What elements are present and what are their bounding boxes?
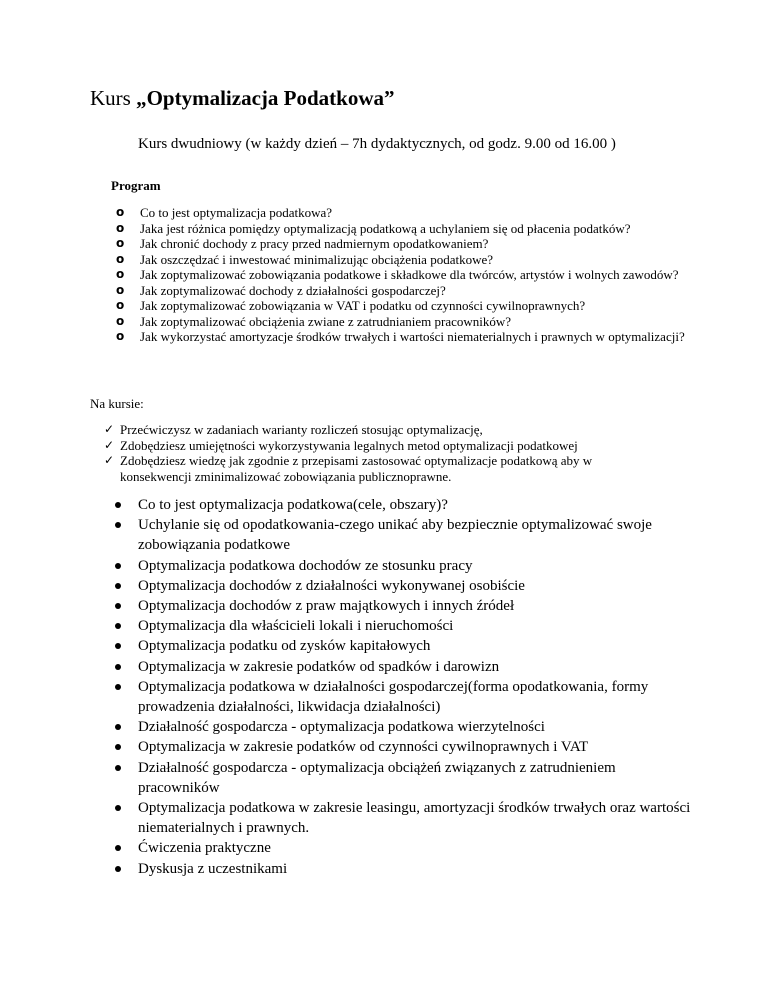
topics-list: [114, 495, 694, 879]
topic-item: [114, 556, 694, 576]
bullet-dot-icon: [115, 765, 121, 771]
topic-item: [114, 515, 694, 555]
checkmark-icon: ✓: [104, 422, 115, 436]
bullet-dot-icon: [115, 724, 121, 730]
topic-item-text: Co to jest optymalizacja podatkowa(cele, obszary)?: [138, 497, 448, 513]
topic-item: [114, 737, 694, 757]
bullet-dot-icon: [115, 623, 121, 629]
circle-bullet-icon: o: [116, 220, 125, 235]
program-item-text: Jak zoptymalizować zobowiązania w VAT i podatku od czynności cywilnoprawnych?: [140, 298, 586, 313]
topic-item: [114, 677, 694, 717]
bullet-dot-icon: [115, 845, 121, 851]
topic-item-text: Optymalizacja w zakresie podatków od spadków i darowizn: [138, 658, 500, 675]
topic-item-text: Uchylanie się od opodatkowania-czego unikać aby bezpiecznie optymalizować swoje zobowiązania podatkowe: [138, 517, 652, 554]
topic-item: [114, 859, 694, 879]
topic-item-text: Optymalizacja w zakresie podatków od czynności cywilnoprawnych i VAT: [138, 739, 589, 756]
program-item: [116, 205, 696, 221]
bullet-dot-icon: [115, 522, 121, 528]
topic-item: [114, 798, 694, 838]
bullet-dot-icon: [115, 502, 121, 508]
program-item-text: Jak zoptymalizować zobowiązania podatkowe i składkowe dla twórców, artystów i wolnych zawodów?: [140, 267, 679, 282]
topic-item: [114, 657, 694, 677]
checkmark-icon: ✓: [104, 453, 115, 467]
program-item: [116, 314, 696, 330]
topic-item-text: Optymalizacja dochodów z działalności wykonywanej osobiście: [138, 577, 525, 594]
topic-item-text: Optymalizacja dochodów z praw majątkowych i innych źródeł: [138, 598, 515, 615]
circle-bullet-icon: o: [116, 298, 125, 312]
circle-bullet-icon: o: [116, 329, 125, 343]
program-item-text: Jak wykorzystać amortyzacje środków trwałych i wartości niematerialnych i prawnych w optymalizacji?: [140, 329, 685, 344]
benefit-item-text: Zdobędziesz umiejętności wykorzystywania legalnych metod optymalizacji podatkowej: [120, 437, 578, 453]
program-item: [116, 236, 696, 252]
bullet-dot-icon: [115, 583, 121, 589]
topic-item-text: Działalność gospodarcza - optymalizacja obciążeń związanych z zatrudnieniem pracowników: [138, 759, 616, 796]
benefits-list: [104, 422, 664, 484]
bullet-dot-icon: [115, 603, 121, 609]
bullet-dot-icon: [115, 866, 121, 872]
title-prefix: Kurs: [90, 86, 137, 110]
topic-item: [114, 758, 694, 798]
program-item: [116, 329, 696, 345]
bullet-dot-icon: [115, 805, 121, 811]
program-item-text: Jak oszczędzać i inwestować minimalizując obciążenia podatkowe?: [140, 251, 494, 267]
program-item: [116, 221, 696, 237]
program-item-text: Jaka jest różnica pomiędzy optymalizacją podatkową a uchylaniem się od płacenia podatków?: [140, 220, 631, 236]
topic-item: [114, 616, 694, 636]
topic-item-text: Optymalizacja podatkowa w zakresie leasingu, amortyzacji środków trwałych oraz wartości niematerialnych i prawnych.: [138, 800, 691, 837]
circle-bullet-icon: o: [116, 282, 125, 297]
circle-bullet-icon: o: [116, 205, 125, 219]
topic-item: [114, 636, 694, 656]
benefit-item: [104, 453, 664, 484]
bullet-dot-icon: [115, 563, 121, 569]
topic-item-text: Optymalizacja podatku od zysków kapitałowych: [138, 638, 431, 655]
topic-item: [114, 596, 694, 616]
topic-item-text: Optymalizacja podatkowa dochodów ze stosunku pracy: [138, 557, 473, 574]
bullet-dot-icon: [115, 643, 121, 649]
program-item-text: Co to jest optymalizacja podatkowa?: [140, 205, 333, 220]
benefit-item-text: Przećwiczysz w zadaniach warianty rozliczeń stosując optymalizację,: [120, 422, 483, 437]
circle-bullet-icon: o: [116, 313, 125, 328]
bullet-dot-icon: [115, 744, 121, 750]
benefit-item-text: Zdobędziesz wiedzę jak zgodnie z przepisami zastosować optymalizacje podatkową aby w konsekwencji zminimalizować zobowiązania publicznoprawne.: [120, 453, 593, 484]
program-item-text: Jak zoptymalizować dochody z działalności gospodarczej?: [140, 282, 446, 298]
topic-item: [114, 495, 694, 515]
program-item-text: Jak zoptymalizować obciążenia zwiane z zatrudnianiem pracowników?: [140, 313, 512, 329]
topic-item-text: Optymalizacja podatkowa w działalności gospodarczej(forma opodatkowania, formy prowadzenia działalności, likwidacja działalności): [138, 678, 649, 716]
circle-bullet-icon: o: [116, 251, 125, 266]
program-item: [116, 298, 696, 314]
program-heading: Program: [111, 178, 161, 193]
page-title: [90, 84, 395, 112]
course-schedule: Kurs dwudniowy (w każdy dzień – 7h dydaktycznych, od godz. 9.00 od 16.00 ): [138, 136, 616, 152]
topic-item-text: Optymalizacja dla właścicieli lokali i nieruchomości: [138, 618, 454, 635]
topic-item: [114, 717, 694, 737]
bullet-dot-icon: [115, 684, 121, 690]
circle-bullet-icon: o: [116, 267, 125, 281]
bullet-dot-icon: [115, 664, 121, 670]
program-item: [116, 252, 696, 268]
on-course-heading: Na kursie:: [90, 396, 144, 411]
circle-bullet-icon: o: [116, 236, 125, 250]
topic-item: [114, 576, 694, 596]
program-item: [116, 267, 696, 283]
topic-item-text: Działalność gospodarcza - optymalizacja podatkowa wierzytelności: [138, 719, 545, 736]
benefit-item: [104, 438, 664, 454]
checkmark-icon: ✓: [104, 437, 115, 452]
program-list: [116, 205, 696, 345]
benefit-item: [104, 422, 664, 438]
topic-item: [114, 838, 694, 858]
program-item: [116, 283, 696, 299]
program-item-text: Jak chronić dochody z pracy przed nadmiernym opodatkowaniem?: [140, 236, 489, 251]
course-name: „Optymalizacja Podatkowa”: [136, 86, 395, 110]
topic-item-text: Dyskusja z uczestnikami: [138, 860, 288, 877]
topic-item-text: Ćwiczenia praktyczne: [138, 840, 271, 857]
